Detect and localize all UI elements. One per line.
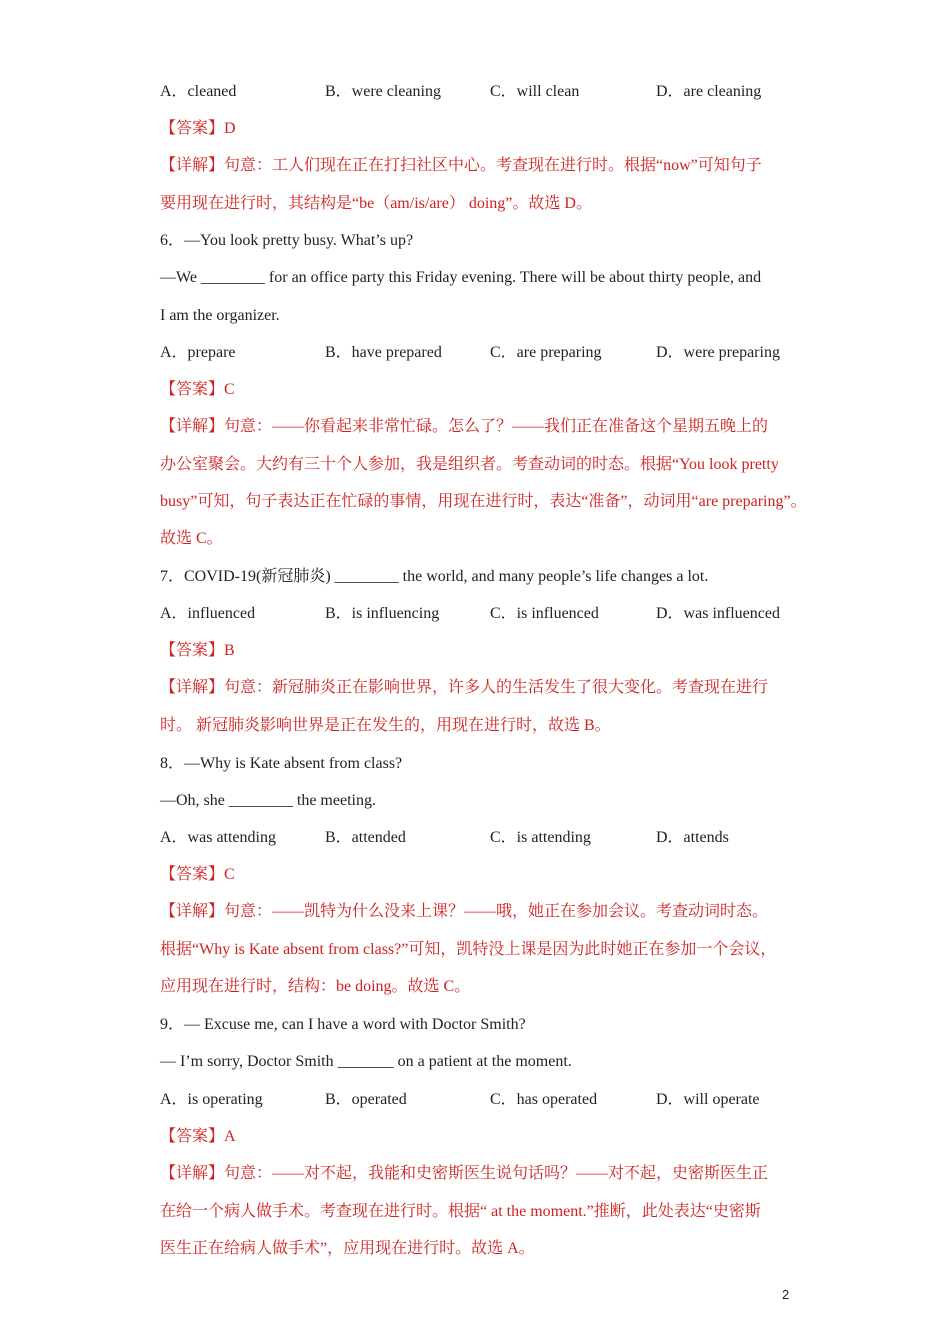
q8-option-b: B．attended <box>325 829 406 846</box>
q6-option-a: A．prepare <box>160 344 236 361</box>
q8-option-d: D．attends <box>656 829 729 846</box>
page-number: 2 <box>782 1287 790 1302</box>
q5-option-a: A．cleaned <box>160 83 237 100</box>
q9-answer: 【答案】A <box>160 1128 236 1145</box>
q8-stem-line-2: —Oh, she ________ the meeting. <box>160 792 376 809</box>
q7-option-c: C．is influenced <box>490 605 599 622</box>
q8-option-a: A．was attending <box>160 829 276 846</box>
q8-explanation-line-2: 根据“Why is Kate absent from class?”可知，凯特没上课是因为此时她正在参加一个会议， <box>160 941 777 958</box>
q5-option-b: B．were cleaning <box>325 83 441 100</box>
q8-explanation-line-1: 【详解】句意：——凯特为什么没来上课？——哦，她正在参加会议。考查动词时态。 <box>160 903 769 920</box>
q9-option-c: C．has operated <box>490 1091 598 1108</box>
q7-answer: 【答案】B <box>160 642 235 659</box>
q9-option-d: D．will operate <box>656 1091 760 1108</box>
q6-stem-line-1: 6．—You look pretty busy. What’s up? <box>160 232 414 249</box>
q7-explanation-line-1: 【详解】句意：新冠肺炎正在影响世界，许多人的生活发生了很大变化。考查现在进行 <box>160 679 769 696</box>
q9-option-b: B．operated <box>325 1091 407 1108</box>
q8-answer: 【答案】C <box>160 866 235 883</box>
q6-option-d: D．were preparing <box>656 344 780 361</box>
q9-explanation-line-2: 在给一个病人做手术。考查现在进行时。根据“ at the moment.”推断，此处表达“史密斯 <box>160 1203 761 1220</box>
q5-option-c: C．will clean <box>490 83 580 100</box>
q6-explanation-line-2: 办公室聚会。大约有三十个人参加，我是组织者。考查动词的时态。根据“You look pretty <box>160 456 779 473</box>
q6-stem-line-2: —We ________ for an office party this Friday evening. There will be about thirty people, and <box>160 269 762 286</box>
q5-explanation-line-1: 【详解】句意：工人们现在正在打扫社区中心。考查现在进行时。根据“now”可知句子 <box>160 157 762 174</box>
q8-stem-line-1: 8．—Why is Kate absent from class? <box>160 755 403 772</box>
q6-explanation-line-4: 故选 C。 <box>160 530 223 547</box>
q8-explanation-line-3: 应用现在进行时，结构：be doing。故选 C。 <box>160 978 471 995</box>
q8-option-c: C．is attending <box>490 829 591 846</box>
q9-stem-line-2: — I’m sorry, Doctor Smith _______ on a patient at the moment. <box>160 1053 572 1070</box>
q9-explanation-line-3: 医生正在给病人做手术”，应用现在进行时。故选 A。 <box>160 1240 535 1257</box>
q7-stem-line-1: 7．COVID-19(新冠肺炎) ________ the world, and many people’s life changes a lot. <box>160 568 709 585</box>
q7-option-d: D．was influenced <box>656 605 780 622</box>
q6-option-b: B．have prepared <box>325 344 442 361</box>
q9-explanation-line-1: 【详解】句意：——对不起，我能和史密斯医生说句话吗？——对不起，史密斯医生正 <box>160 1165 769 1182</box>
q9-option-a: A．is operating <box>160 1091 263 1108</box>
q7-option-b: B．is influencing <box>325 605 440 622</box>
q5-answer: 【答案】D <box>160 120 236 137</box>
q9-stem-line-1: 9．— Excuse me, can I have a word with Doctor Smith? <box>160 1016 526 1033</box>
q6-option-c: C．are preparing <box>490 344 602 361</box>
q6-explanation-line-3: busy”可知，句子表达正在忙碌的事情，用现在进行时，表达“准备”，动词用“are preparing”。 <box>160 493 807 510</box>
q5-option-d: D．are cleaning <box>656 83 762 100</box>
q6-answer: 【答案】C <box>160 381 235 398</box>
q7-explanation-line-2: 时。 新冠肺炎影响世界是正在发生的，用现在进行时，故选 B。 <box>160 717 611 734</box>
q5-explanation-line-2: 要用现在进行时，其结构是“be（am/is/are） doing”。故选 D。 <box>160 195 592 212</box>
q7-option-a: A．influenced <box>160 605 256 622</box>
q6-explanation-line-1: 【详解】句意：——你看起来非常忙碌。怎么了？——我们正在准备这个星期五晚上的 <box>160 418 769 435</box>
q6-stem-line-3: I am the organizer. <box>160 307 280 324</box>
